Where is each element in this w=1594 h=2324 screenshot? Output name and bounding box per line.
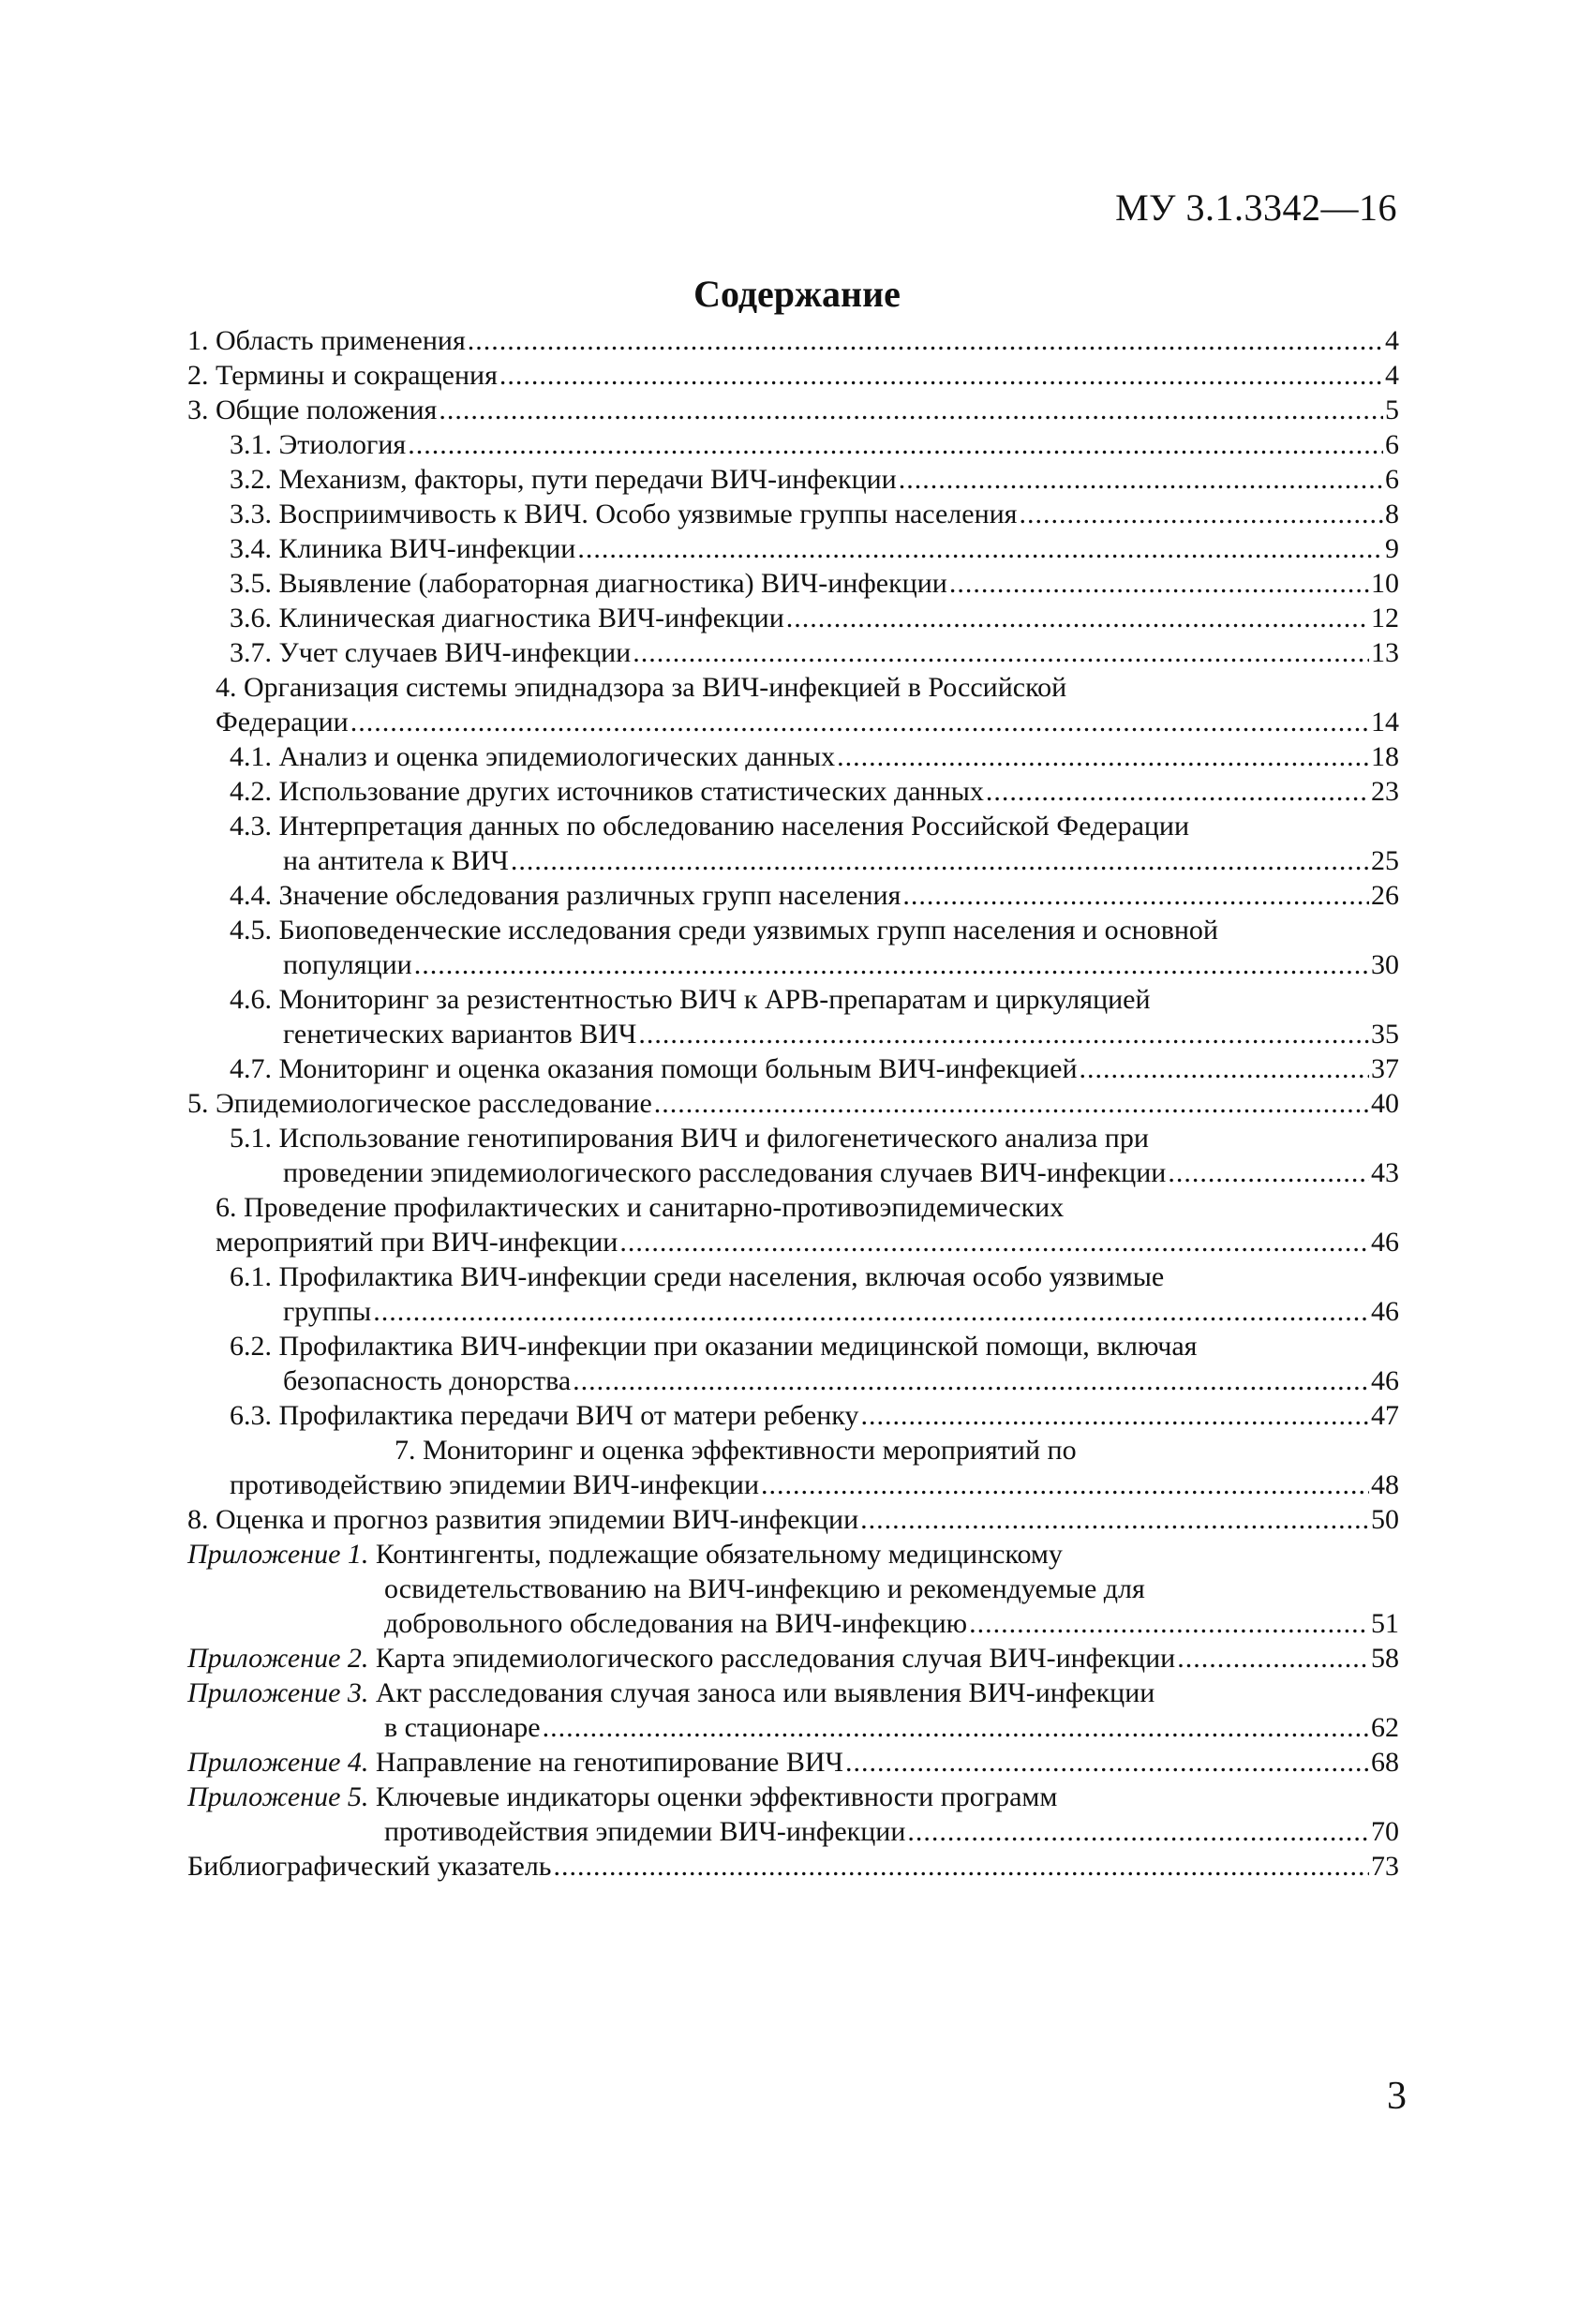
toc-entry-line (187, 1294, 1399, 1329)
dot-leader (573, 1363, 1369, 1398)
toc-entry-line (187, 705, 1399, 739)
toc-entry-line (187, 358, 1399, 393)
dot-leader (899, 462, 1383, 497)
toc-entry-line (187, 323, 1399, 358)
toc-entry-line (187, 1051, 1399, 1086)
toc-entry-line (187, 1814, 1399, 1849)
toc-entry-text: 3.7. Учет случаев ВИЧ-инфекции (230, 637, 632, 668)
toc-entry-page: 68 (1371, 1747, 1399, 1778)
toc-entry-page: 30 (1371, 949, 1399, 980)
toc-entry-text: Карта эпидемиологического расследования случая ВИЧ-инфекции (368, 1643, 1176, 1674)
dot-leader (1168, 1155, 1369, 1190)
dot-leader (860, 1398, 1369, 1433)
toc-entry-text: популяции (283, 949, 412, 980)
toc-entry (187, 670, 1399, 739)
toc-entry-line (187, 1606, 1399, 1641)
toc-entry-line (187, 982, 1399, 1017)
toc-entry-line (187, 393, 1399, 427)
toc-entry-line (187, 1641, 1399, 1676)
toc-entry (187, 462, 1399, 497)
toc-entry (187, 1086, 1399, 1121)
toc-entry (187, 635, 1399, 670)
toc-entry-line (187, 1467, 1399, 1502)
toc-entry-line (187, 1572, 1399, 1606)
toc-entry-page: 51 (1371, 1608, 1399, 1639)
toc-entry-text: противодействию эпидемии ВИЧ-инфекции (230, 1469, 760, 1500)
toc-entry-text: на антитела к ВИЧ (283, 845, 509, 876)
dot-leader (439, 393, 1383, 427)
toc-entry-line (187, 1190, 1399, 1225)
toc-entry-page: 46 (1371, 1365, 1399, 1396)
toc-entry-text: 2. Термины и сокращения (187, 360, 498, 391)
toc-entry-text: проведении эпидемиологического расследования случаев ВИЧ-инфекции (283, 1157, 1167, 1188)
toc-entry-line (187, 913, 1399, 947)
dot-leader (907, 1814, 1369, 1849)
toc-entry-text: Федерации (216, 707, 349, 737)
toc-entry (187, 1398, 1399, 1433)
toc-entry-page: 35 (1371, 1019, 1399, 1050)
toc-entry-page: 23 (1371, 776, 1399, 807)
toc-entry-text: 3.2. Механизм, факторы, пути передачи ВИЧ-инфекции (230, 464, 897, 495)
toc-entry-line (187, 1155, 1399, 1190)
toc-entry (187, 323, 1399, 358)
dot-leader (373, 1294, 1369, 1329)
toc-entry-line (187, 601, 1399, 635)
toc-entry-line (187, 1121, 1399, 1155)
toc-entry (187, 358, 1399, 393)
toc-entry-page: 58 (1371, 1643, 1399, 1674)
dot-leader (986, 774, 1369, 809)
dot-leader (350, 705, 1369, 739)
toc-entry-page: 6 (1385, 429, 1399, 460)
toc-entry-text: 1. Область применения (187, 325, 466, 356)
toc-entry-prefix: Приложение 5. (187, 1781, 369, 1812)
toc-entry (187, 1537, 1399, 1641)
toc-entry-text: 4.1. Анализ и оценка эпидемиологических данных (230, 741, 836, 772)
toc-entry-page: 4 (1385, 360, 1399, 391)
toc-entry-text: 5. Эпидемиологическое расследование (187, 1088, 652, 1119)
toc-entry-line (187, 739, 1399, 774)
toc-entry-page: 62 (1371, 1712, 1399, 1743)
dot-leader (1080, 1051, 1369, 1086)
toc-entry-line (187, 878, 1399, 913)
toc-entry-page: 70 (1371, 1816, 1399, 1847)
toc-entry-line (187, 635, 1399, 670)
toc-entry (187, 982, 1399, 1051)
dot-leader (1019, 497, 1383, 531)
toc-entry-page: 18 (1371, 741, 1399, 772)
toc-entry-text: 4. Организация системы эпиднадзора за ВИЧ-инфекцией в Российской (216, 672, 1067, 703)
toc-entry (187, 913, 1399, 982)
toc-entry-page: 13 (1371, 637, 1399, 668)
toc-entry (187, 1849, 1399, 1884)
toc-entry-text: Библиографический указатель (187, 1851, 552, 1882)
toc-entry-text: добровольного обследования на ВИЧ-инфекцию (384, 1608, 968, 1639)
table-of-contents (187, 323, 1399, 1884)
toc-entry (187, 1121, 1399, 1190)
toc-entry-page: 5 (1385, 395, 1399, 425)
toc-entry-page: 50 (1371, 1504, 1399, 1535)
dot-leader (845, 1745, 1369, 1780)
toc-title: Содержание (693, 273, 901, 315)
toc-entry-page: 46 (1371, 1227, 1399, 1258)
toc-entry-page: 9 (1385, 533, 1399, 564)
toc-entry (187, 1745, 1399, 1780)
dot-leader (554, 1849, 1370, 1884)
toc-entry-text: противодействия эпидемии ВИЧ-инфекции (384, 1816, 906, 1847)
dot-leader (633, 635, 1369, 670)
toc-entry (187, 774, 1399, 809)
toc-entry (187, 1329, 1399, 1398)
toc-entry-text: Направление на генотипирование ВИЧ (368, 1747, 844, 1778)
dot-leader (761, 1467, 1369, 1502)
toc-entry-line (187, 566, 1399, 601)
toc-entry-text: 4.2. Использование других источников статистических данных (230, 776, 984, 807)
toc-entry-text: 6. Проведение профилактических и санитарно-противоэпидемических (216, 1192, 1065, 1223)
toc-entry-text: Ключевые индикаторы оценки эффективности программ (368, 1781, 1058, 1812)
toc-entry-line (187, 774, 1399, 809)
toc-entry-text: в стационаре (384, 1712, 541, 1743)
toc-entry-page: 48 (1371, 1469, 1399, 1500)
toc-entry (187, 1190, 1399, 1259)
dot-leader (414, 947, 1369, 982)
toc-entry-text: 3.1. Этиология (230, 429, 407, 460)
toc-entry-prefix: Приложение 3. (187, 1677, 369, 1708)
toc-entry-text: генетических вариантов ВИЧ (283, 1019, 637, 1050)
toc-entry-text: 4.7. Мониторинг и оценка оказания помощи больным ВИЧ-инфекцией (230, 1053, 1078, 1084)
toc-entry-prefix: Приложение 1. (187, 1539, 369, 1570)
toc-entry (187, 809, 1399, 878)
page-number: 3 (1387, 2075, 1407, 2118)
dot-leader (786, 601, 1369, 635)
toc-entry-text: 3.3. Восприимчивость к ВИЧ. Особо уязвимые группы населения (230, 499, 1018, 529)
toc-entry-line (187, 947, 1399, 982)
toc-entry (187, 1641, 1399, 1676)
toc-entry-text: 3.6. Клиническая диагностика ВИЧ-инфекции (230, 603, 784, 633)
toc-entry (187, 531, 1399, 566)
toc-entry (187, 1780, 1399, 1849)
toc-entry-line (187, 843, 1399, 878)
toc-entry (187, 878, 1399, 913)
toc-entry-text: 6.3. Профилактика передачи ВИЧ от матери ребенку (230, 1400, 859, 1431)
toc-entry-page: 8 (1385, 499, 1399, 529)
toc-entry-page: 4 (1385, 325, 1399, 356)
toc-entry-text: 3.4. Клиника ВИЧ-инфекции (230, 533, 576, 564)
toc-entry-text: 8. Оценка и прогноз развития эпидемии ВИЧ-инфекции (187, 1504, 859, 1535)
toc-entry (187, 497, 1399, 531)
toc-entry (187, 1676, 1399, 1745)
toc-entry-line (187, 670, 1399, 705)
toc-entry (187, 1433, 1399, 1502)
toc-entry-page: 26 (1371, 880, 1399, 911)
toc-entry-text: 6.2. Профилактика ВИЧ-инфекции при оказании медицинской помощи, включая (230, 1331, 1198, 1362)
toc-entry-page: 25 (1371, 845, 1399, 876)
toc-entry-line (187, 1537, 1399, 1572)
toc-entry-page: 43 (1371, 1157, 1399, 1188)
toc-entry-line (187, 531, 1399, 566)
toc-entry-page: 6 (1385, 464, 1399, 495)
toc-entry-page: 10 (1371, 568, 1399, 599)
toc-entry-text: безопасность донорства (283, 1365, 572, 1396)
toc-entry-text: освидетельствованию на ВИЧ-инфекцию и рекомендуемые для (384, 1573, 1145, 1604)
dot-leader (543, 1710, 1369, 1745)
dot-leader (902, 878, 1369, 913)
toc-entry (187, 566, 1399, 601)
toc-entry-text: 6.1. Профилактика ВИЧ-инфекции среди населения, включая особо уязвимые (230, 1261, 1165, 1292)
dot-leader (654, 1086, 1369, 1121)
toc-entry-prefix: Приложение 2. (187, 1643, 369, 1674)
toc-entry-line (187, 1329, 1399, 1363)
toc-entry-page: 14 (1371, 707, 1399, 737)
toc-entry-line (187, 1433, 1399, 1467)
toc-entry-text: группы (283, 1296, 372, 1327)
toc-entry-text: 3.5. Выявление (лабораторная диагностика) ВИЧ-инфекции (230, 568, 947, 599)
dot-leader (969, 1606, 1369, 1641)
toc-entry-text: 4.4. Значение обследования различных групп населения (230, 880, 901, 911)
toc-entry-line (187, 1398, 1399, 1433)
toc-entry-text: мероприятий при ВИЧ-инфекции (216, 1227, 618, 1258)
toc-entry (187, 427, 1399, 462)
toc-entry-text: 4.5. Биоповеденческие исследования среди уязвимых групп населения и основной (230, 915, 1218, 946)
toc-entry-page: 40 (1371, 1088, 1399, 1119)
toc-entry-page: 37 (1371, 1053, 1399, 1084)
toc-entry-page: 47 (1371, 1400, 1399, 1431)
dot-leader (577, 531, 1383, 566)
toc-entry-text: 4.3. Интерпретация данных по обследованию населения Российской Федерации (230, 811, 1190, 842)
document-code: МУ 3.1.3342—16 (1115, 186, 1397, 229)
toc-entry-line (187, 427, 1399, 462)
dot-leader (860, 1502, 1369, 1537)
toc-entry-line (187, 497, 1399, 531)
toc-entry (187, 601, 1399, 635)
dot-leader (638, 1017, 1369, 1051)
toc-entry-line (187, 1225, 1399, 1259)
dot-leader (499, 358, 1383, 393)
toc-entry-page: 12 (1371, 603, 1399, 633)
toc-entry-line (187, 1502, 1399, 1537)
dot-leader (949, 566, 1369, 601)
toc-entry-text: Контингенты, подлежащие обязательному медицинскому (368, 1539, 1063, 1570)
toc-entry-line (187, 1363, 1399, 1398)
toc-entry (187, 739, 1399, 774)
toc-entry-line (187, 1849, 1399, 1884)
toc-entry-text: 5.1. Использование генотипирования ВИЧ и филогенетического анализа при (230, 1123, 1149, 1154)
toc-entry (187, 1259, 1399, 1329)
toc-entry-line (187, 809, 1399, 843)
toc-entry-line (187, 1259, 1399, 1294)
dot-leader (619, 1225, 1369, 1259)
toc-entry-line (187, 1780, 1399, 1814)
toc-entry (187, 393, 1399, 427)
toc-entry-text: Акт расследования случая заноса или выявления ВИЧ-инфекции (368, 1677, 1155, 1708)
toc-entry-prefix: Приложение 4. (187, 1747, 369, 1778)
toc-entry-line (187, 462, 1399, 497)
toc-entry-line (187, 1676, 1399, 1710)
toc-entry (187, 1051, 1399, 1086)
dot-leader (511, 843, 1369, 878)
toc-entry-text: 7. Мониторинг и оценка эффективности мероприятий по (395, 1435, 1077, 1466)
dot-leader (408, 427, 1383, 462)
dot-leader (468, 323, 1383, 358)
dot-leader (837, 739, 1369, 774)
toc-entry-text: 4.6. Мониторинг за резистентностью ВИЧ к АРВ-препаратам и циркуляцией (230, 984, 1151, 1015)
toc-entry-text: 3. Общие положения (187, 395, 438, 425)
toc-entry-line (187, 1710, 1399, 1745)
toc-entry (187, 1502, 1399, 1537)
toc-entry-line (187, 1086, 1399, 1121)
toc-entry-page: 73 (1371, 1851, 1399, 1882)
toc-entry-page: 46 (1371, 1296, 1399, 1327)
dot-leader (1177, 1641, 1369, 1676)
toc-entry-line (187, 1745, 1399, 1780)
toc-entry-line (187, 1017, 1399, 1051)
